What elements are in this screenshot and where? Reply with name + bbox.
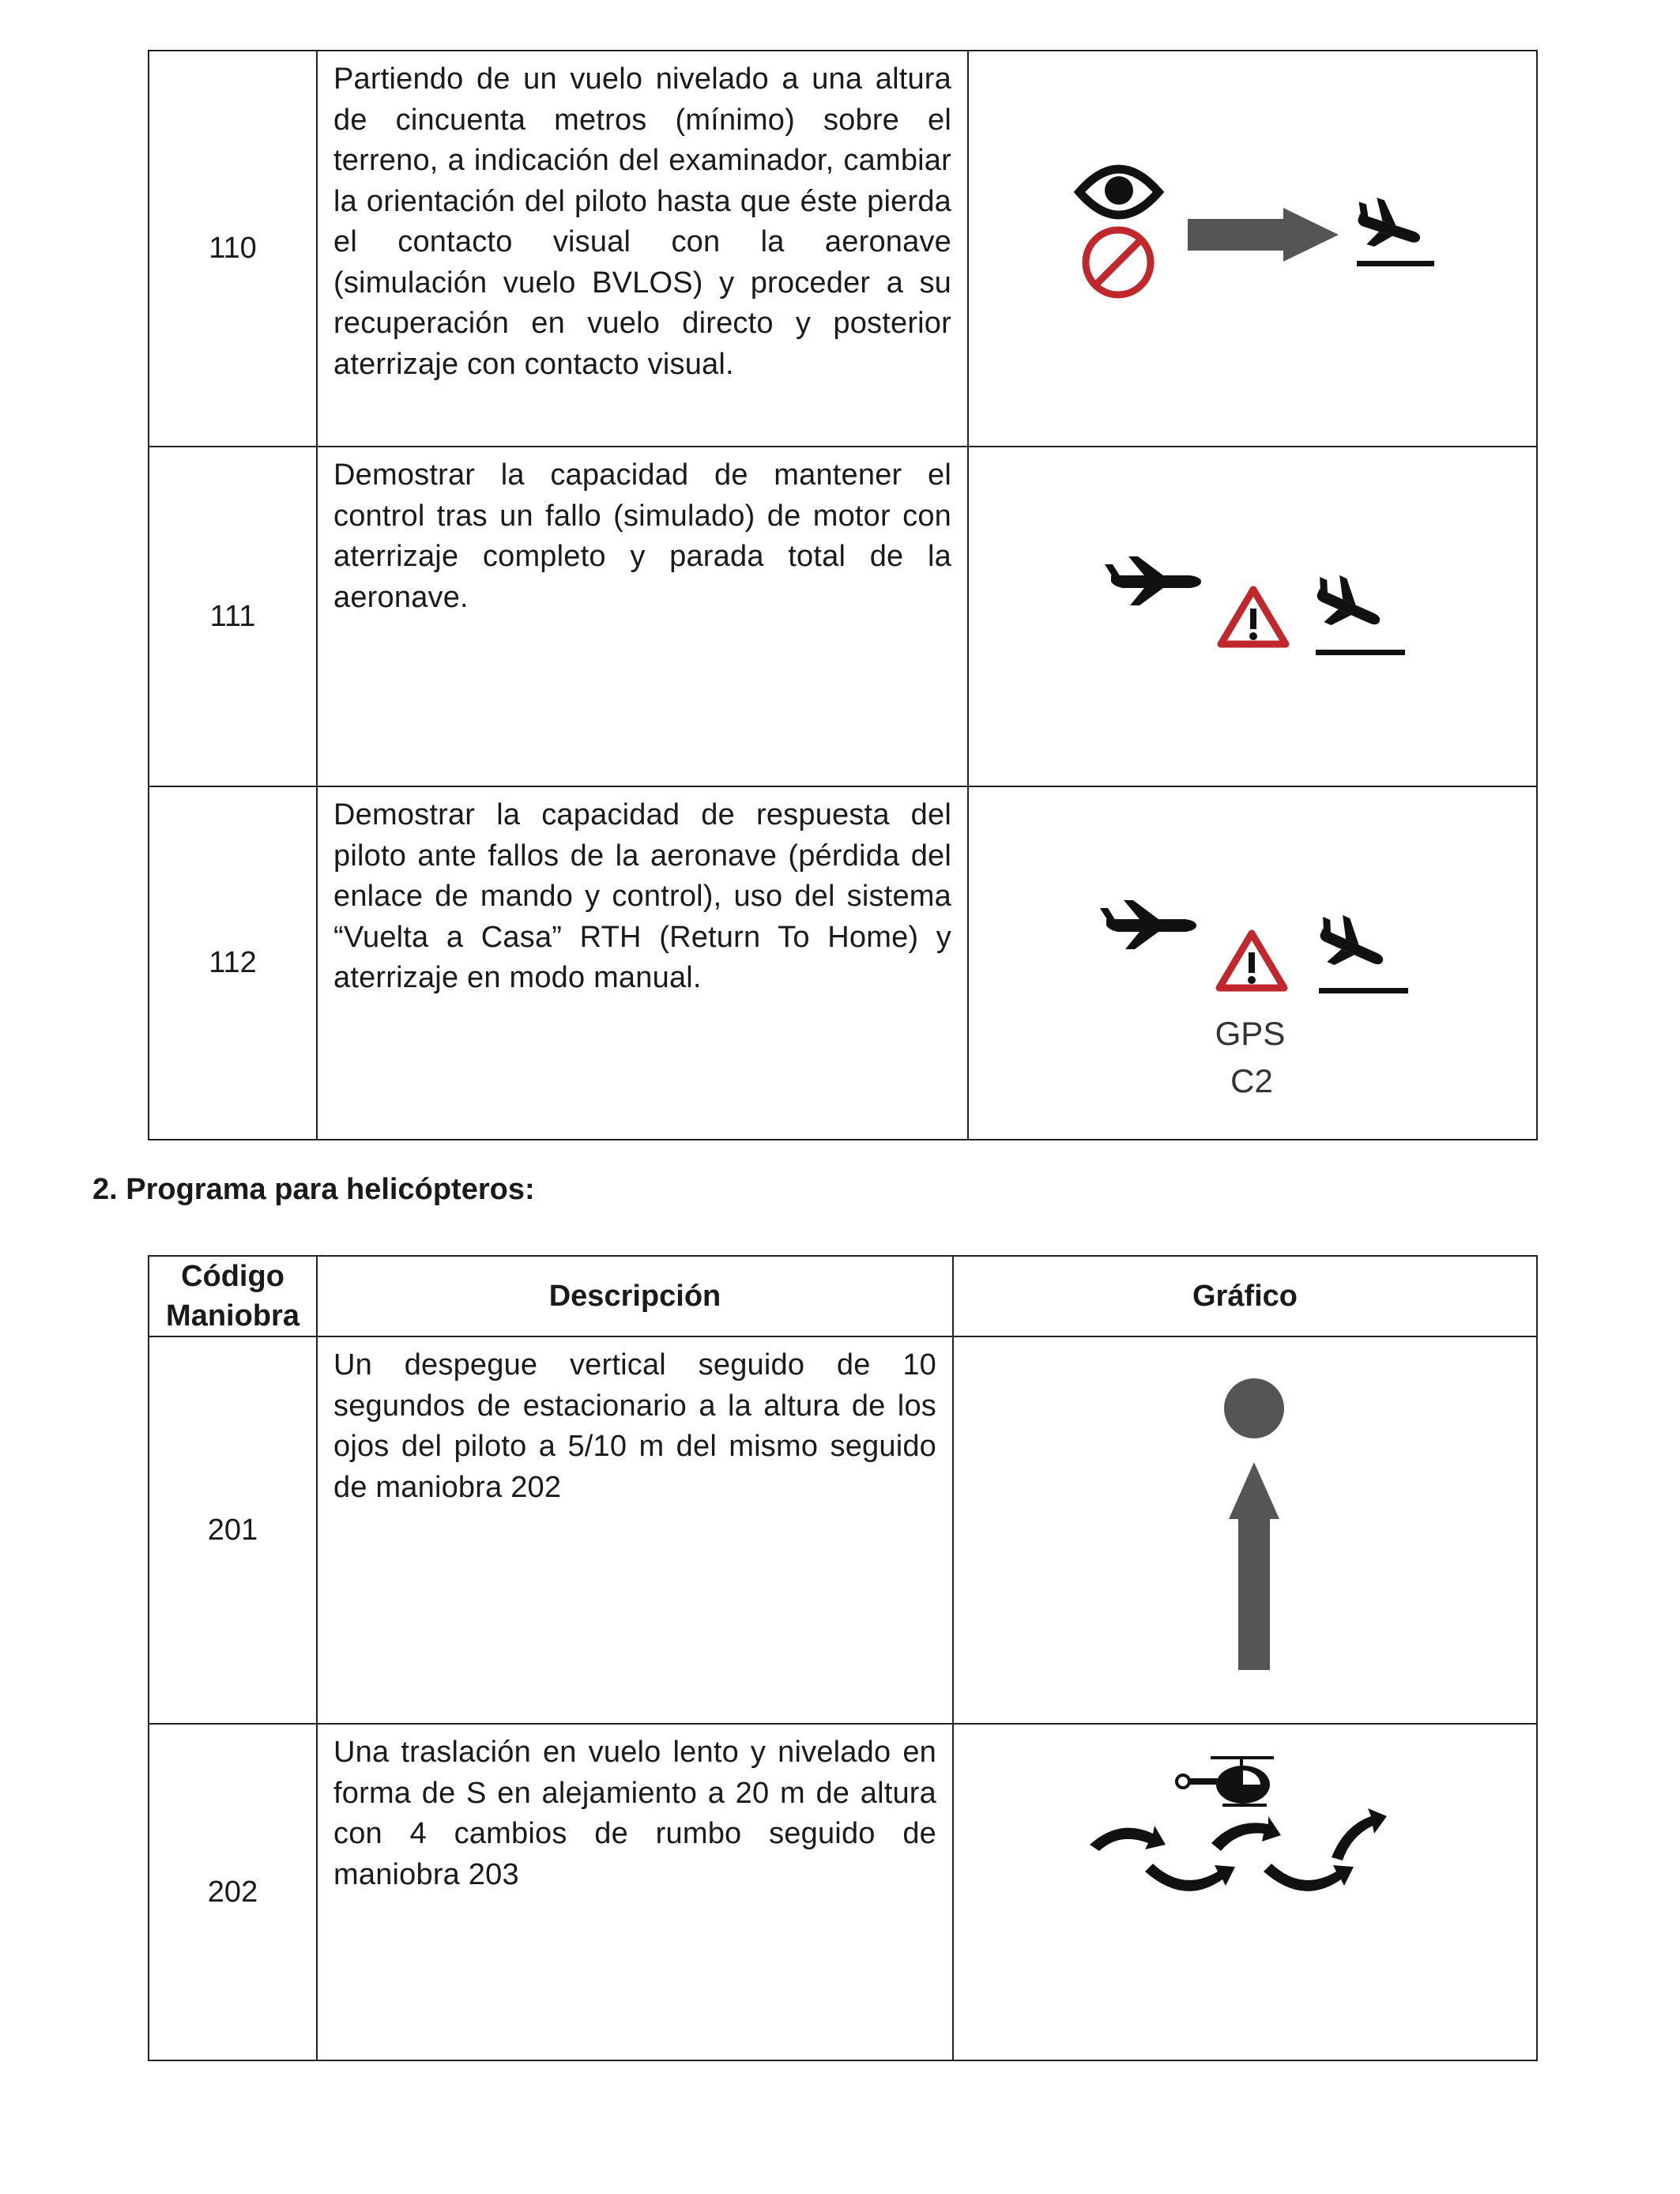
plane-landing-icon: [1347, 193, 1434, 266]
plane-icon: [1100, 900, 1196, 949]
maneuver-description: Un despegue vertical seguido de 10 segundos de estacionario a la altura de los ojos del piloto a 5/10 m del mismo seguido de maniobra 202: [317, 1336, 953, 1724]
arrow-up-icon: [1229, 1462, 1279, 1670]
maneuver-description: Demostrar la capacidad de mantener el control tras un fallo (simulado) de motor con aterrizaje completo y parada total de la aeronave.: [317, 447, 968, 786]
maneuver-description: Una traslación en vuelo lento y nivelado en forma de S en alejamiento a 20 m de altura con 4 cambios de rumbo seguido de maniobra 203: [317, 1724, 953, 2060]
maneuver-code: 201: [149, 1336, 317, 1724]
maneuver-graphic: [968, 447, 1537, 786]
maneuver-code: 110: [149, 51, 317, 447]
maneuver-graphic: [953, 1724, 1537, 2060]
eye-icon: [1079, 169, 1158, 215]
maneuver-code: 112: [149, 786, 317, 1140]
circle-dot-icon: [1224, 1378, 1284, 1438]
table-header-row: [149, 1256, 1537, 1336]
arrow-right-icon: [1188, 208, 1339, 262]
c2-label: C2: [1230, 1062, 1273, 1099]
plane-icon: [1105, 556, 1201, 605]
gps-label: GPS: [1215, 1015, 1286, 1052]
maneuver-description: Demostrar la capacidad de respuesta del piloto ante fallos de la aeronave (pérdida del enlace de mando y control), uso del sistema “Vuelta a Casa” RTH (Return To Home) y aterrizaje en modo manual.: [317, 786, 968, 1140]
helicopter-icon: [1177, 1756, 1274, 1807]
table-row: [149, 786, 1537, 1140]
maneuver-table-helicopters: [148, 1255, 1538, 2061]
maneuver-table-drones: [148, 50, 1538, 1140]
header-graphic: Gráfico: [953, 1256, 1537, 1336]
maneuver-description: Partiendo de un vuelo nivelado a una altura de cincuenta metros (mínimo) sobre el terreno, a indicación del examinador, cambiar la orientación del piloto hasta que éste pierda el contacto visual con la aeronave (simulación vuelo BVLOS) y proceder a su recuperación en vuelo directo y posterior aterrizaje con contacto visual.: [317, 51, 968, 447]
plane-landing-icon: [1304, 568, 1405, 655]
maneuver-code: 202: [149, 1724, 317, 2060]
warning-icon: [1219, 933, 1284, 988]
header-description: Descripción: [317, 1256, 953, 1336]
table-row: [149, 1336, 1537, 1724]
maneuver-code: 111: [149, 447, 317, 786]
plane-landing-icon: [1307, 908, 1408, 993]
warning-icon: [1221, 590, 1286, 644]
table-row: [149, 447, 1537, 786]
prohibited-icon: [1086, 230, 1151, 295]
maneuver-graphic: [968, 51, 1537, 447]
header-code-line2: Maniobra: [166, 1299, 299, 1333]
section-heading: 2. Programa para helicópteros:: [92, 1173, 535, 1206]
maneuver-graphic: [968, 786, 1537, 1140]
maneuver-graphic: [953, 1336, 1537, 1724]
table-row: [149, 1724, 1537, 2060]
table-row: [149, 51, 1537, 447]
curved-arrow-icon: [1090, 1808, 1387, 1891]
header-code: [149, 1256, 317, 1336]
header-code-line1: Código: [181, 1260, 284, 1293]
